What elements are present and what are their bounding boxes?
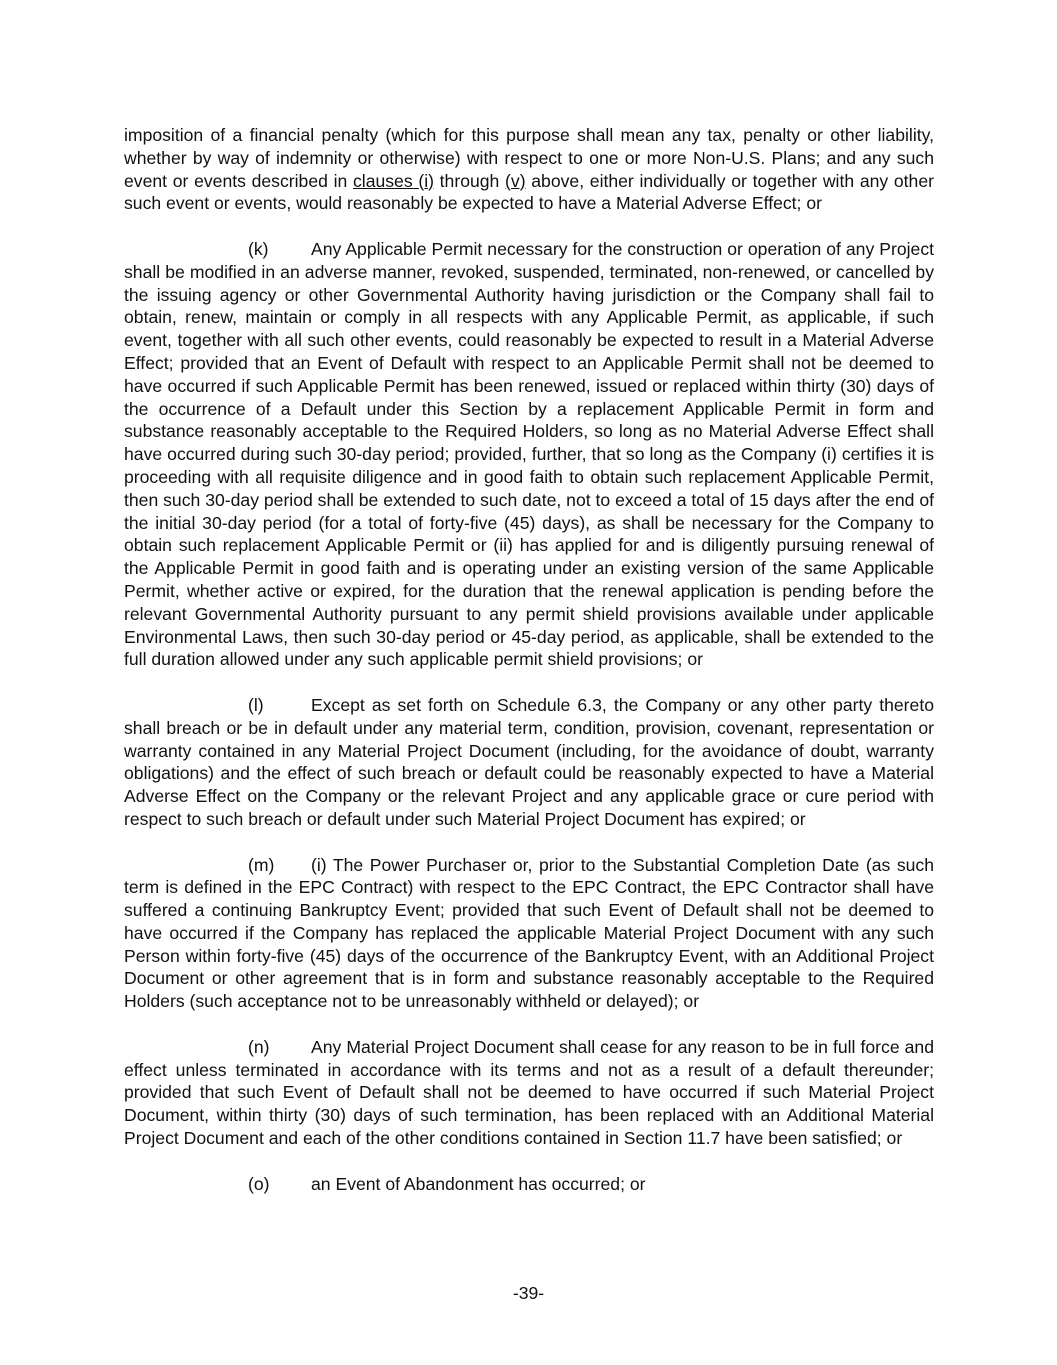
page-number: -39-	[512, 1283, 545, 1303]
clause-k-label: (k)	[248, 238, 269, 259]
clause-l	[124, 694, 934, 831]
clause-m	[124, 854, 934, 1014]
clause-o-label: (o)	[248, 1173, 270, 1194]
clause-l-text: Except as set forth on Schedule 6.3, the Company or any other party thereto shall breach or be in default under any material term, condition, provision, covenant, representation or warranty contained in any Material Project Document (including, for the avoidance of doubt, warranty obligations) and the effect of such breach or default could be reasonably expected to have a Material Adverse Effect on the Company or the relevant Project and any applicable grace or cure period with respect to such breach or default under such Material Project Document has expired; or	[124, 694, 934, 829]
clause-m-label: (m)	[248, 854, 275, 875]
clause-k	[124, 238, 934, 671]
intro-text-a: imposition of a financial penalty (which for this purpose shall mean any tax, penalty or other liability, whether by way of indemnity or otherwise) with respect to one or more Non-U.S. Plans; and any such event or events described in	[124, 125, 934, 191]
intro-paragraph	[124, 124, 934, 215]
document-body	[124, 124, 934, 1218]
clause-o-text: an Event of Abandonment has occurred; or	[311, 1173, 646, 1194]
clause-l-label: (l)	[248, 694, 264, 715]
clause-o	[124, 1173, 934, 1196]
intro-text-c: above, either individually or together with any other such event or events, would reasonably be expected to have a Material Adverse Effect; or	[124, 170, 934, 214]
clause-v-reference: (v)	[505, 170, 526, 191]
clause-k-text: Any Applicable Permit necessary for the construction or operation of any Project shall be modified in an adverse manner, revoked, suspended, terminated, non-renewed, or cancelled by the issuing agency or other Governmental Authority having jurisdiction or the Company shall fail to obtain, renew, maintain or comply in all respects with any Applicable Permit, as applicable, if such event, together with all such other events, could reasonably be expected to result in a Material Adverse Effect; provided that an Event of Default with respect to an Applicable Permit shall not be deemed to have occurred if such Applicable Permit has been renewed, issued or replaced within thirty (30) days of the occurrence of a Default under this Section by a replacement Applicable Permit in form and substance reasonably acceptable to the Required Holders, so long as no Material Adverse Effect shall have occurred during such 30-day period; provided, further, that so long as the Company (i) certifies it is proceeding with all requisite diligence and in good faith to obtain such replacement Applicable Permit, then such 30-day period shall be extended to such date, not to exceed a total of 15 days after the end of the initial 30-day period (for a total of forty-five (45) days), as shall be necessary for the Company to obtain such replacement Applicable Permit or (ii) has applied for and is diligently pursuing renewal of the Applicable Permit in good faith and is operating under an existing version of the same Applicable Permit, whether active or expired, for the duration that the renewal application is pending before the relevant Governmental Authority pursuant to any permit shield provisions available under applicable Environmental Laws, then such 30-day period or 45-day period, as applicable, shall be extended to the full duration allowed under any such applicable permit shield provisions; or	[124, 238, 934, 670]
clause-n	[124, 1036, 934, 1150]
clause-n-text: Any Material Project Document shall cease for any reason to be in full force and effect unless terminated in accordance with its terms and not as a result of a default thereunder; provided that such Event of Default shall not be deemed to have occurred if such Material Project Document, within thirty (30) days of such termination, has been replaced with an Additional Material Project Document and each of the other conditions contained in Section 11.7 have been satisfied; or	[124, 1036, 934, 1149]
clause-n-label: (n)	[248, 1036, 270, 1057]
clauses-reference: clauses (i)	[352, 170, 434, 191]
clause-m-text: (i) The Power Purchaser or, prior to the Substantial Completion Date (as such term is defined in the EPC Contract) with respect to the EPC Contract, the EPC Contractor shall have suffered a continuing Bankruptcy Event; provided that such Event of Default shall not be deemed to have occurred if the Company has replaced the applicable Material Project Document with any such Person within forty-five (45) days of the occurrence of the Bankruptcy Event, with an Additional Project Document or other agreement that is in form and substance reasonably acceptable to the Required Holders (such acceptance not to be unreasonably withheld or delayed); or	[124, 854, 934, 1012]
intro-text-b: through	[433, 170, 506, 191]
